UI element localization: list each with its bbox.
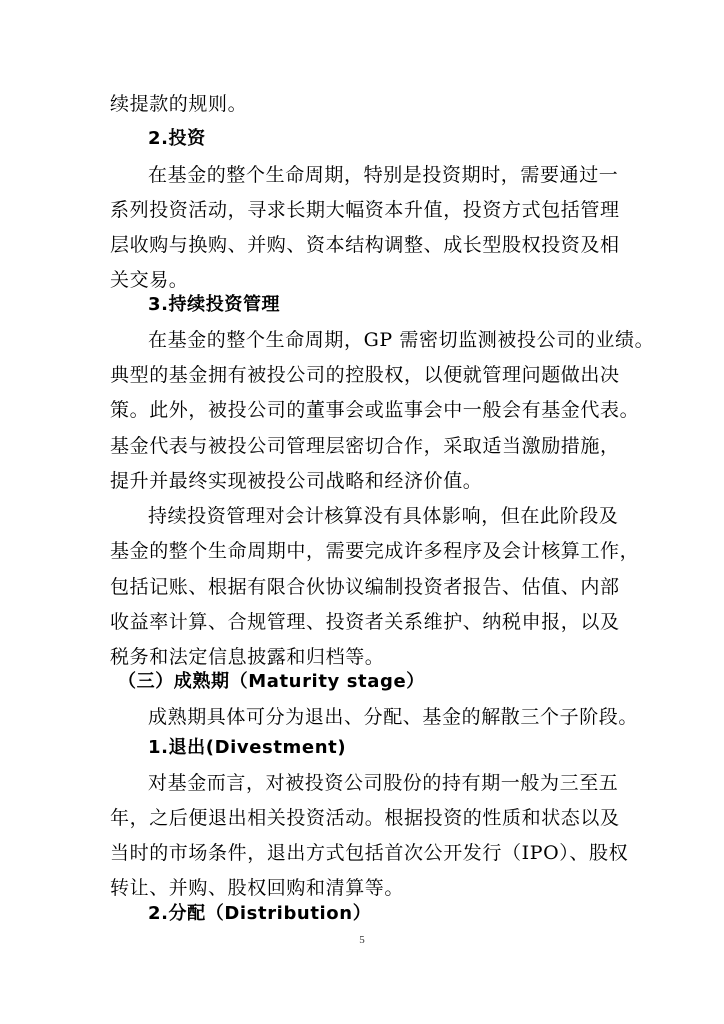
paragraph-line: 税务和法定信息披露和归档等。 [110, 646, 385, 668]
paragraph-line: 策。此外，被投公司的董事会或监事会中一般会有基金代表。 [110, 399, 640, 421]
paragraph-continuation: 续提款的规则。 [110, 93, 248, 115]
paragraph-line: 转让、并购、股权回购和清算等。 [110, 877, 405, 899]
page-number: 5 [359, 934, 365, 946]
heading-maturity-stage: （三）成熟期（Maturity stage） [118, 671, 425, 692]
paragraph-line: 包括记账、根据有限合伙协议编制投资者报告、估值、内部 [110, 576, 620, 598]
heading-investment: 2.投资 [148, 128, 206, 149]
paragraph-line: 在基金的整个生命周期，特别是投资期时，需要通过一 [148, 164, 619, 186]
paragraph-line: 收益率计算、合规管理、投资者关系维护、纳税申报，以及 [110, 611, 620, 633]
paragraph-line: 对基金而言，对被投资公司股份的持有期一般为三至五 [148, 772, 619, 794]
paragraph-line: 典型的基金拥有被投公司的控股权，以便就管理问题做出决 [110, 364, 620, 386]
paragraph-line: 持续投资管理对会计核算没有具体影响，但在此阶段及 [148, 505, 619, 527]
heading-ongoing-investment-management: 3.持续投资管理 [148, 294, 281, 315]
paragraph-line: 基金代表与被投公司管理层密切合作，采取适当激励措施， [110, 435, 620, 457]
paragraph-line: 系列投资活动，寻求长期大幅资本升值，投资方式包括管理 [110, 199, 620, 221]
paragraph-line: 提升并最终实现被投公司战略和经济价值。 [110, 470, 483, 492]
paragraph-line: 层收购与换购、并购、资本结构调整、成长型股权投资及相 [110, 234, 620, 256]
paragraph-line: 基金的整个生命周期中，需要完成许多程序及会计核算工作， [110, 540, 640, 562]
paragraph-line: 关交易。 [110, 269, 189, 291]
heading-divestment: 1.退出(Divestment) [148, 737, 347, 758]
paragraph-line: 成熟期具体可分为退出、分配、基金的解散三个子阶段。 [148, 706, 639, 728]
paragraph-line: 在基金的整个生命周期，GP 需密切监测被投公司的业绩。 [148, 329, 655, 351]
heading-distribution: 2.分配（Distribution） [148, 903, 372, 924]
paragraph-line: 年，之后便退出相关投资活动。根据投资的性质和状态以及 [110, 807, 620, 829]
paragraph-line: 当时的市场条件，退出方式包括首次公开发行（IPO）、股权 [110, 842, 629, 864]
